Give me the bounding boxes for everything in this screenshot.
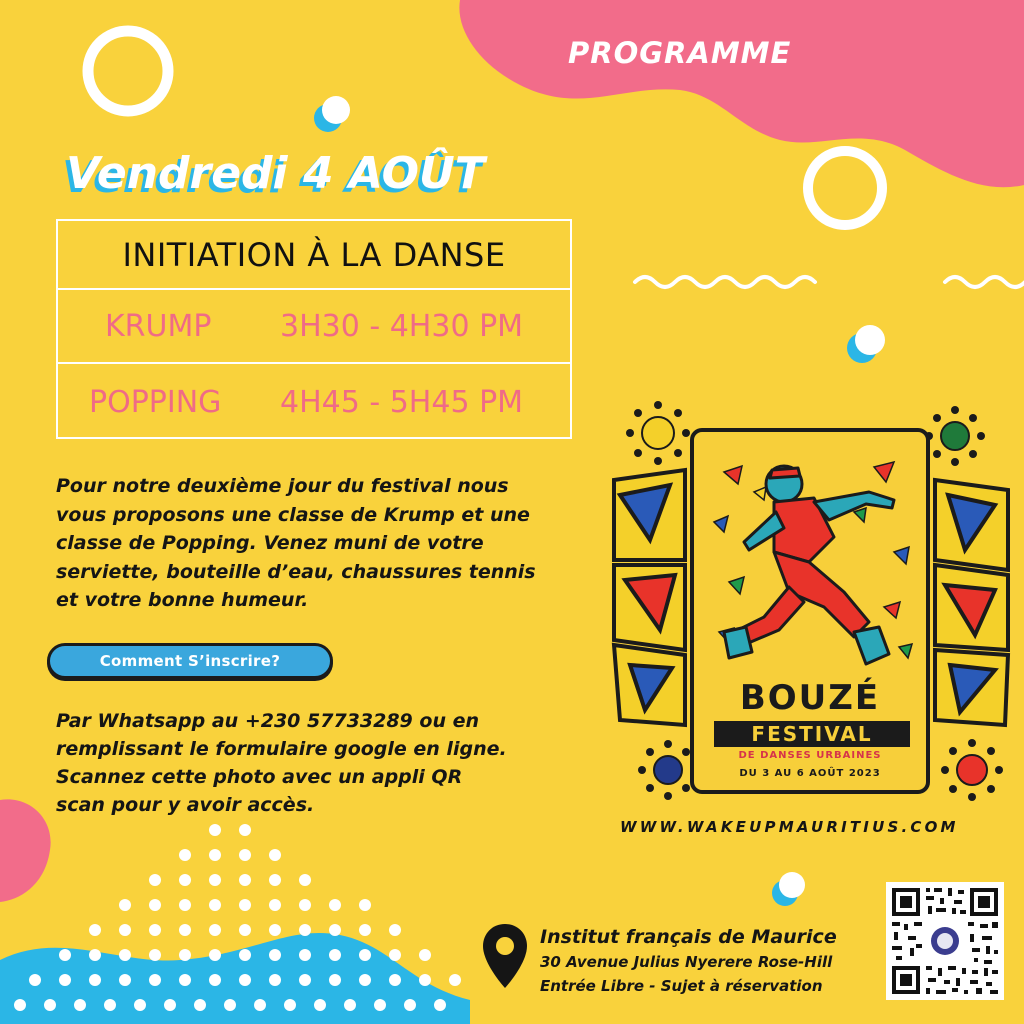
- class-name: POPPING: [89, 385, 222, 420]
- description-line: serviette, bouteille d’eau, chaussures tennis: [56, 560, 536, 583]
- registration-line: Scannez cette photo avec un appli QR: [56, 766, 463, 788]
- description-line: Pour notre deuxième jour du festival nous: [56, 475, 509, 497]
- poster-subtitle: DE DANSES URBAINES: [738, 750, 882, 761]
- description-line: et votre bonne humeur.: [56, 589, 309, 611]
- venue-address: 30 Avenue Julius Nyerere Rose-Hill: [540, 953, 833, 971]
- festival-poster: [690, 428, 930, 794]
- schedule-row: [58, 364, 570, 438]
- qr-code-graphic: [886, 882, 1004, 1000]
- poster-dates: DU 3 AU 6 AOÛT 2023: [739, 768, 881, 779]
- register-button[interactable]: Comment S’inscrire?: [47, 643, 333, 679]
- programme-heading: PROGRAMME: [568, 36, 792, 70]
- festival-description: [56, 472, 586, 615]
- registration-line: Par Whatsapp au +230 57733289 ou en: [56, 710, 479, 732]
- day-title: Vendredi 4 AOÛT: [66, 148, 485, 199]
- description-line: classe de Popping. Venez muni de votre: [56, 532, 484, 554]
- venue-note: Entrée Libre - Sujet à réservation: [540, 977, 823, 995]
- schedule-row: [58, 288, 570, 364]
- description-line: vous proposons une classe de Krump et une: [56, 503, 530, 526]
- qr-code-icon[interactable]: [886, 882, 1004, 1000]
- class-name: KRUMP: [105, 309, 212, 344]
- schedule-table: [56, 219, 572, 439]
- location-pin-icon: [480, 922, 530, 992]
- schedule-heading: INITIATION À LA DANSE: [58, 221, 570, 290]
- registration-info: [56, 707, 576, 819]
- registration-line: scan pour y avoir accès.: [56, 794, 315, 816]
- poster-title: BOUZÉ: [739, 678, 881, 718]
- class-time: 4H45 - 5H45 PM: [280, 385, 524, 420]
- poster-band: FESTIVAL: [714, 721, 910, 747]
- website-link[interactable]: WWW.WAKEUPMAURITIUS.COM: [620, 818, 959, 836]
- class-time: 3H30 - 4H30 PM: [280, 309, 524, 344]
- venue-name: Institut français de Maurice: [540, 926, 837, 948]
- registration-line: remplissant le formulaire google en ligne.: [56, 738, 507, 760]
